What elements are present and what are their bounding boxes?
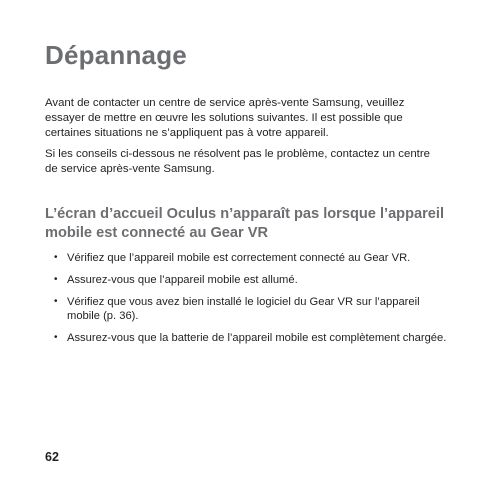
bullet-icon: •: [54, 274, 58, 285]
intro-paragraph: Avant de contacter un centre de service après-vente Samsung, veuillez essayer de mettre en œuvre les solutions suivantes. Il est possible que certaines situations ne s’appliquent pas à votre appareil.: [45, 97, 405, 139]
list-item-text: Assurez-vous que la batterie de l’appareil mobile est complètement chargée.: [67, 332, 447, 344]
intro-paragraph: Si les conseils ci-dessous ne résolvent pas le problème, contactez un centre de service après-vente Samsung.: [45, 148, 430, 175]
page-title: Dépannage: [45, 40, 187, 70]
list-item-text: Assurez-vous que l’appareil mobile est allumé.: [67, 274, 298, 286]
bullet-icon: •: [54, 332, 58, 343]
list-item: [45, 295, 455, 323]
bullet-icon: •: [54, 296, 58, 307]
troubleshooting-list: [45, 251, 455, 353]
intro-text: [45, 96, 445, 183]
list-item: [45, 251, 455, 265]
list-item-text: Vérifiez que vous avez bien installé le logiciel du Gear VR sur l’appareil mobile (p. 36).: [67, 296, 420, 322]
list-item: [45, 273, 455, 287]
list-item-text: Vérifiez que l’appareil mobile est correctement connecté au Gear VR.: [67, 252, 411, 264]
page-number: 62: [45, 450, 59, 464]
list-item: [45, 331, 455, 345]
bullet-icon: •: [54, 252, 58, 263]
section-heading: L’écran d’accueil Oculus n’apparaît pas lorsque l’appareil mobile est connecté au Gear VR: [45, 206, 445, 241]
